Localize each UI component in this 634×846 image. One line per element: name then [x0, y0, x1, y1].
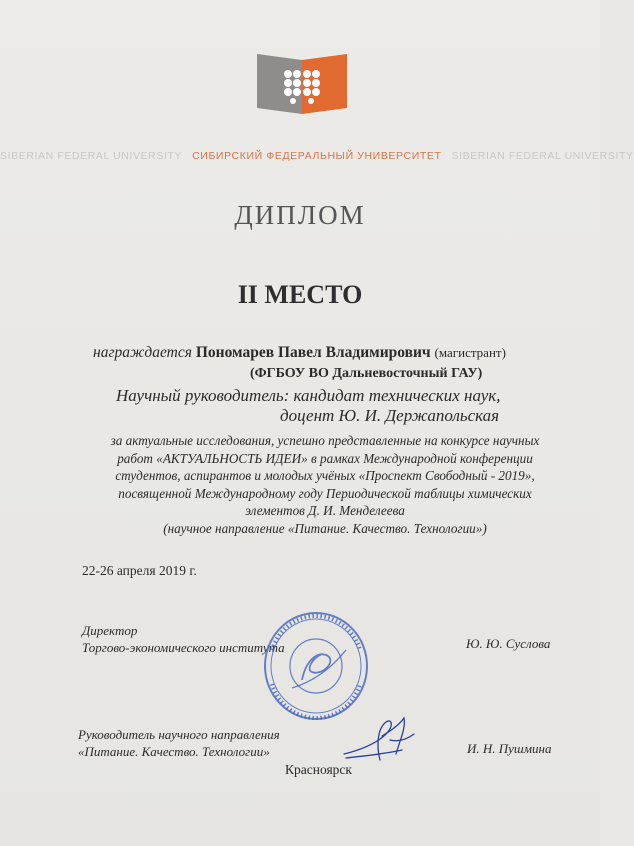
head-title-line-1: Руководитель научного направления	[78, 727, 280, 742]
diploma-title: ДИПЛОМ	[234, 200, 366, 230]
university-name-ru: СИБИРСКИЙ ФЕДЕРАЛЬНЫЙ УНИВЕРСИТЕТ	[192, 150, 442, 162]
sfu-logo-icon	[253, 50, 351, 120]
head-name: И. Н. Пушмина	[467, 741, 552, 756]
director-title	[82, 622, 285, 656]
description-line: за актуальные исследования, успешно представленные на конкурсе научных	[110, 433, 540, 448]
university-name-en-left: SIBERIAN FEDERAL UNIVERSITY	[0, 150, 183, 162]
director-title-line-2: Торгово-экономического института	[82, 640, 285, 655]
description-line: работ «АКТУАЛЬНОСТЬ ИДЕИ» в рамках Международной конференции	[117, 450, 533, 466]
supervisor-line-2: доцент Ю. И. Держапольская	[280, 406, 500, 425]
event-date: 22-26 апреля 2019 г.	[82, 563, 197, 578]
award-line	[93, 344, 506, 362]
awarded-word: награждается	[93, 344, 192, 361]
university-name-line	[0, 150, 634, 164]
supervisor-line-1: Научный руководитель: кандидат технических наук,	[116, 386, 501, 405]
description-line: элементов Д. И. Менделеева	[245, 503, 405, 518]
recipient-name: Пономарев Павел Владимирович	[195, 344, 431, 361]
head-title	[78, 726, 280, 760]
university-name-en-right: SIBERIAN FEDERAL UNIVERSITY	[451, 150, 634, 162]
director-name: Ю. Ю. Суслова	[466, 636, 551, 651]
recipient-status: (магистрант)	[434, 345, 506, 360]
description-line: посвященной Международному году Периодической таблицы химических	[118, 485, 532, 501]
city-name: Красноярск	[285, 762, 352, 777]
award-description	[70, 432, 580, 537]
director-title-line-1: Директор	[82, 623, 138, 638]
place-heading: II МЕСТО	[237, 280, 363, 309]
head-title-line-2: «Питание. Качество. Технологии»	[78, 744, 270, 759]
description-line: студентов, аспирантов и молодых учёных «Проспект Свободный - 2019»,	[115, 468, 535, 483]
official-seal-icon	[262, 610, 370, 722]
description-line: (научное направление «Питание. Качество. Технологии»)	[163, 520, 487, 536]
recipient-organization: (ФГБОУ ВО Дальневосточный ГАУ)	[250, 366, 483, 381]
handwritten-signature-icon	[340, 710, 420, 770]
